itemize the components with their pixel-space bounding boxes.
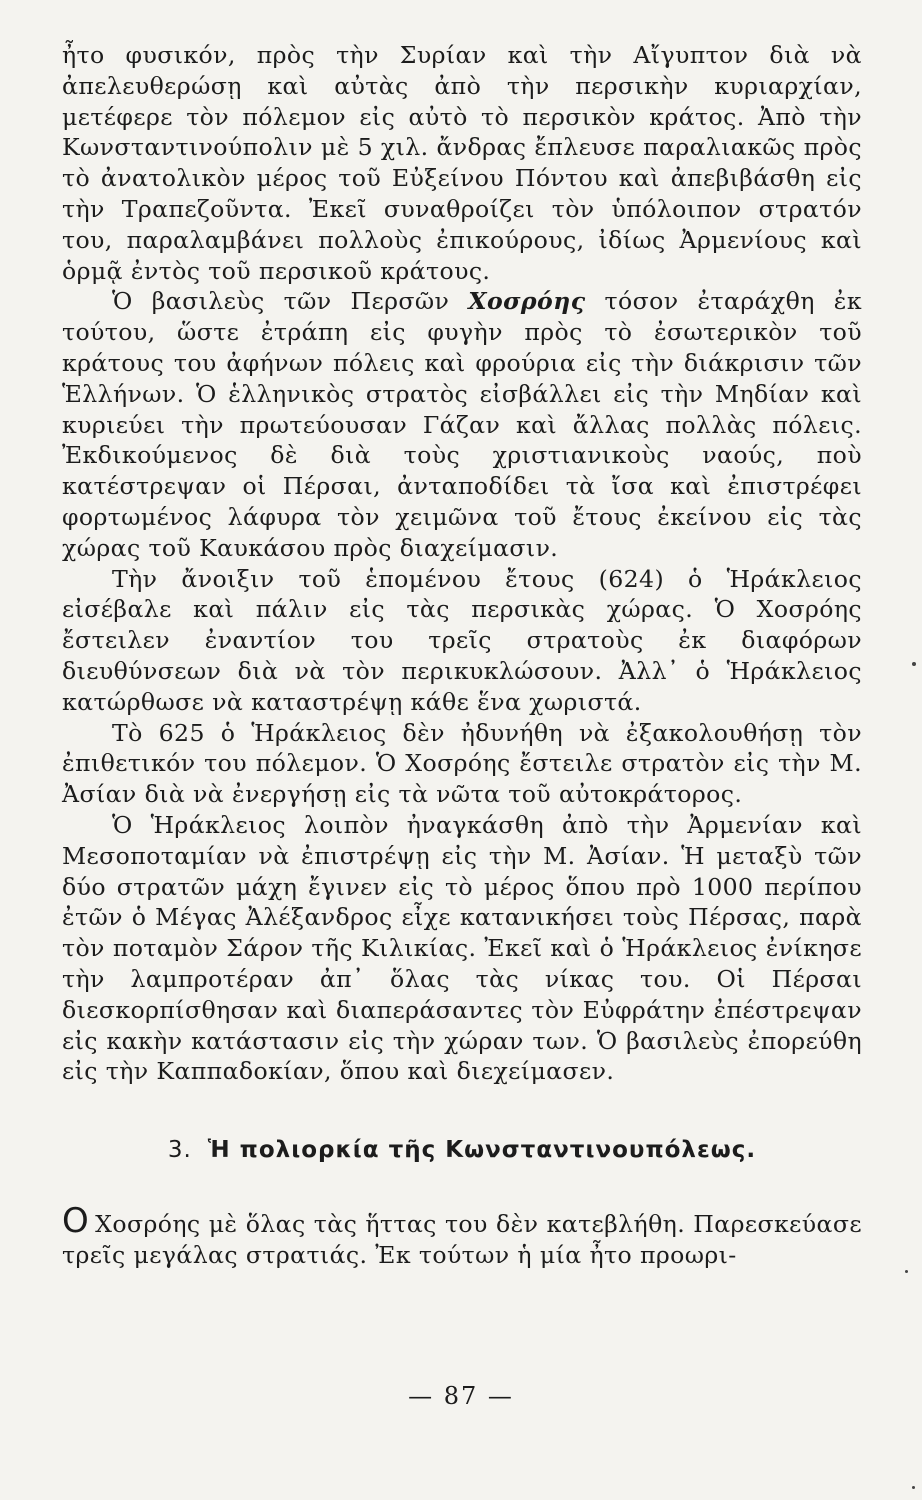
paragraph-2-rest: τόσον ἐταράχθη ἐκ τούτου, ὥστε ἐτράπη εἰς φυγὴν πρὸς τὸ ἐσωτερικὸν τοῦ κράτους του ἀφήνων πόλεις καὶ φρούρια εἰς τὴν διάκρισιν τῶν Ἑλλήνων. Ὁ ἑλληνικὸς στρατὸς εἰσβάλλει εἰς τὴν Μηδίαν καὶ κυριεύει τὴν πρωτεύουσαν Γάζαν καὶ ἄλλας πολλὰς πόλεις. Ἐκδικούμενος δὲ διὰ τοὺς χριστιανικοὺς ναούς, ποὺ κατέστρεψαν οἱ Πέρσαι, ἀνταποδίδει τὰ ἴσα καὶ ἐπιστρέφει φορτωμένος λάφυρα τὸν χειμῶνα τοῦ ἔτους ἐκείνου εἰς τὰς χώρας τοῦ Καυκάσου πρὸς διαχείμασιν. (62, 287, 863, 562)
page-body (62, 40, 862, 1270)
paragraph-3: Τὴν ἄνοιξιν τοῦ ἑπομένου ἔτους (624) ὁ Ἡράκλειος εἰσέβαλε καὶ πάλιν εἰς τὰς περσικὰς χώρας. Ὁ Χοσρόης ἔστειλεν ἐναντίον του τρεῖς στρατοὺς ἐκ διαφόρων διευθύνσεων διὰ νὰ τὸν περικυκλώσουν. Ἀλλ᾽ ὁ Ἡράκλειος κατώρθωσε νὰ καταστρέψῃ κάθε ἕνα χωριστά. (62, 564, 862, 716)
paragraph-4: Τὸ 625 ὁ Ἡράκλειος δὲν ἠδυνήθη νὰ ἐξακολουθήσῃ τὸν ἐπιθετικόν του πόλεμον. Ὁ Χοσρόης ἔστειλε στρατὸν εἰς τὴν Μ. Ἀσίαν διὰ νὰ ἐνεργήσῃ εἰς τὰ νῶτα τοῦ αὐτοκράτορος. (62, 718, 862, 809)
drop-cap: Ο (62, 1200, 90, 1241)
ink-speck (905, 1270, 908, 1273)
ink-speck (912, 662, 916, 666)
ink-speck (912, 1486, 915, 1489)
section-paragraph (62, 1200, 862, 1271)
section-heading (62, 1135, 862, 1166)
section-text: Χοσρόης μὲ ὅλας τὰς ἥττας του δὲν κατεβλήθη. Παρεσκεύασε τρεῖς μεγάλας στρατιάς. Ἐκ τούτων ἡ μία ἦτο προωρι- (62, 1209, 862, 1269)
name-chosroes: Χοσρόης (468, 287, 586, 316)
paragraph-2 (62, 286, 862, 563)
paragraph-1: ἦτο φυσικόν, πρὸς τὴν Συρίαν καὶ τὴν Αἴγυπτον διὰ νὰ ἀπελευθερώσῃ καὶ αὐτὰς ἀπὸ τὴν περσικὴν κυριαρχίαν, μετέφερε τὸν πόλεμον εἰς αὐτὸ τὸ περσικὸν κράτος. Ἀπὸ τὴν Κωνσταντινούπολιν μὲ 5 χιλ. ἄνδρας ἔπλευσε παραλιακῶς πρὸς τὸ ἀνατολικὸν μέρος τοῦ Εὐξείνου Πόντου καὶ ἀπεβιβάσθη εἰς τὴν Τραπεζοῦντα. Ἐκεῖ συναθροίζει τὸν ὑπόλοιπον στρατόν του, παραλαμβάνει πολλοὺς ἐπικούρους, ἰδίως Ἀρμενίους καὶ ὁρμᾷ ἐντὸς τοῦ περσικοῦ κράτους. (62, 41, 862, 285)
page-number: — 87 — (408, 1382, 514, 1410)
paragraph-2-start: Ὁ βασιλεὺς τῶν Περσῶν (112, 287, 450, 316)
section-title: Ἡ πολιορκία τῆς Κωνσταντινουπόλεως. (207, 1137, 757, 1164)
paragraph-5: Ὁ Ἡράκλειος λοιπὸν ἠναγκάσθη ἀπὸ τὴν Ἀρμενίαν καὶ Μεσοποταμίαν νὰ ἐπιστρέψῃ εἰς τὴν Μ. Ἀσίαν. Ἡ μεταξὺ τῶν δύο στρατῶν μάχη ἔγινεν εἰς τὸ μέρος ὅπου πρὸ 1000 περίπου ἐτῶν ὁ Μέγας Ἀλέξανδρος εἶχε κατανικήσει τοὺς Πέρσας, παρὰ τὸν ποταμὸν Σάρον τῆς Κιλικίας. Ἐκεῖ καὶ ὁ Ἡράκλειος ἐνίκησε τὴν λαμπροτέραν ἀπ᾽ ὅλας τὰς νίκας του. Οἱ Πέρσαι διεσκορπίσθησαν καὶ διαπεράσαντες τὸν Εὐφράτην ἐπέστρεψαν εἰς κακὴν κατάστασιν εἰς τὴν χώραν των. Ὁ βασιλεὺς ἐπορεύθη εἰς τὴν Καππαδοκίαν, ὅπου καὶ διεχείμασεν. (62, 810, 862, 1086)
section-number: 3. (167, 1137, 192, 1164)
